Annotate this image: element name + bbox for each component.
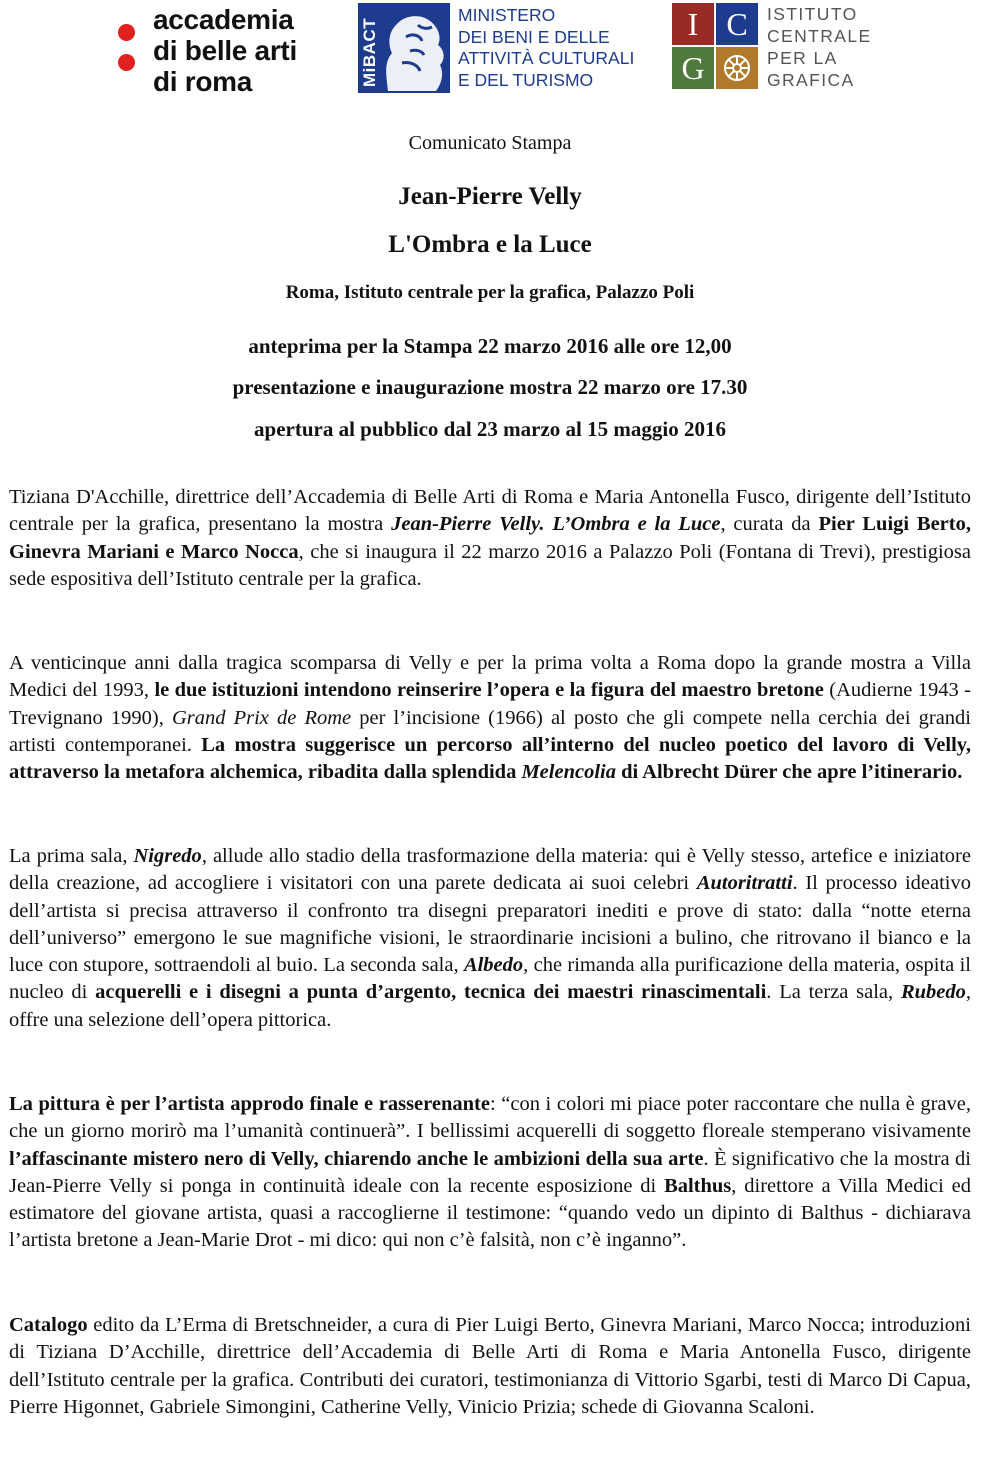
text-run: Nigredo — [133, 845, 202, 867]
text-run: edito da L’Erma di Bretschneider, a cura di Pier Luigi Berto, Ginevra Mariani, Marco Nocca; introduzioni di Tiziana D’Acchille, direttrice dell’Accademia di Belle Arti di Roma e Maria Antonella Fusco, dirigente dell’Istituto centrale per la grafica. Contributi dei curatori, testimonianza di Vittorio Sgarbi, testi di Marco Di Capua, Pierre Higonnet, Gabriele Simongini, Catherine Velly, Vinicio Prizia; schede di Giovanna Scaloni. — [9, 1314, 971, 1418]
text-run: di Albrecht Dürer che apre l’itinerario. — [615, 761, 963, 784]
accademia-logo-line: di belle arti — [153, 35, 297, 66]
text-run: l’affascinante mistero nero di Velly, chiarendo anche le ambizioni della sua arte — [9, 1147, 704, 1170]
paragraph-context — [9, 650, 971, 786]
icg-rosette-icon — [716, 47, 758, 89]
exhibition-title: L'Ombra e la Luce — [388, 231, 592, 258]
text-run: , direttore a Villa Medici ed estimatore del giovane artista, quasi a raccoglierne il testimone: “quando vedo un dipinto di Balthus - dichiarava l’artista bretone a Jean-Marie Drot - mi dico: qui non c’è falsità, non c’è inganno”. — [9, 1174, 971, 1252]
icg-letter-g: G — [672, 47, 714, 89]
venue: Roma, Istituto centrale per la grafica, Palazzo Poli — [285, 282, 695, 303]
text-run: , curata da — [720, 513, 819, 536]
ministero-mark: MiBACT — [360, 17, 379, 87]
istituto-logo-line: ISTITUTO — [767, 4, 858, 24]
ministero-logo-line: MINISTERO — [458, 5, 556, 25]
icg-letter-c: C — [716, 3, 758, 45]
ministero-logo-line: E DEL TURISMO — [458, 69, 594, 90]
accademia-logo-line: accademia — [153, 4, 294, 35]
paragraph-catalog — [9, 1312, 971, 1421]
text-run: La pittura è per l’artista approdo finale e rasserenante — [9, 1093, 490, 1115]
text-run: Pier Luigi Berto, Ginevra Mariani e Marco Nocca — [9, 513, 971, 563]
text-run: per l’incisione (1966) al posto che gli compete nella cerchia dei grandi artisti contemporanei. — [9, 706, 971, 756]
text-run: Autoritratti — [696, 872, 793, 895]
text-run: acquerelli e i disegni a punta d’argento, tecnica dei maestri rinascimentali — [95, 981, 767, 1004]
text-run: Rubedo — [900, 981, 966, 1004]
text-run: Grand Prix de Rome — [171, 706, 352, 729]
text-run: . La terza sala, — [766, 981, 901, 1004]
text-run: Melencolia — [521, 761, 616, 784]
istituto-logo-line: CENTRALE — [767, 26, 872, 46]
text-run: La prima sala, — [9, 845, 134, 867]
date-line: apertura al pubblico dal 23 marzo al 15 maggio 2016 — [254, 417, 726, 441]
text-run: Balthus — [664, 1174, 732, 1197]
date-line: presentazione e inaugurazione mostra 22 marzo ore 17.30 — [232, 375, 748, 399]
text-run: : “con i colori mi piace poter raccontare che nulla è grave, che un giorno morirò ma l’umanità continuerà”. I bellissimi acquerelli di soggetto floreale stemperano visivamente — [9, 1093, 971, 1143]
text-run: Jean-Pierre Velly. L’Ombra e la Luce — [391, 513, 721, 536]
document-type: Comunicato Stampa — [408, 132, 572, 154]
text-run: (Audierne 1943 - Trevignano 1990), — [9, 679, 971, 729]
paragraph-painting — [9, 1091, 971, 1255]
text-run: Catalogo — [9, 1314, 88, 1336]
text-run: le due istituzioni intendono reinserire l’opera e la figura del maestro bretone — [154, 679, 824, 702]
date-line: anteprima per la Stampa 22 marzo 2016 alle ore 12,00 — [248, 334, 732, 358]
text-run: A venticinque anni dalla tragica scomparsa di Velly e per la prima volta a Roma dopo la grande mostra a Villa Medici del 1993, — [9, 652, 971, 702]
text-run: Tiziana D'Acchille, direttrice dell’Accademia di Belle Arti di Roma e Maria Antonella Fusco, dirigente dell’Istituto centrale per la grafica, presentano la mostra — [9, 486, 971, 536]
ministero-logo-line: DEI BENI E DELLE — [458, 26, 610, 47]
text-run: Albedo — [463, 954, 524, 977]
paragraph-rooms — [9, 843, 971, 1034]
ministero-emblem-icon — [358, 3, 450, 93]
logo-bar — [0, 0, 1000, 110]
paragraph-intro — [9, 484, 971, 593]
text-run: La mostra suggerisce un percorso all’interno del nucleo poetico del lavoro di Velly, attraverso la metafora alchemica, ribadita dalla splendida — [9, 733, 972, 784]
icg-letter-i: I — [672, 3, 714, 45]
istituto-logo-line: PER LA — [767, 48, 838, 68]
ministero-logo-line: ATTIVITÀ CULTURALI — [458, 48, 635, 68]
accademia-dots-icon — [118, 24, 140, 84]
text-run: . È significativo che la mostra di Jean-Pierre Velly si ponga in continuità ideale con la recente esposizione di — [9, 1147, 972, 1197]
text-run: , allude allo stadio della trasformazione della materia: qui è Velly stesso, artefice e iniziatore della creazione, ad accogliere i visitatori con una parete dedicata ai suoi celebri — [9, 845, 971, 895]
istituto-logo-line: GRAFICA — [767, 70, 855, 90]
text-run: , offre una selezione dell’opera pittorica. — [9, 981, 971, 1031]
accademia-logo-line: di roma — [153, 66, 253, 97]
artist-name: Jean-Pierre Velly — [398, 183, 582, 210]
text-run: . Il processo ideativo dell’artista si precisa attraverso il confronto tra disegni preparatori inediti e prove di stato: dalla “notte eterna dell’universo” emergono le sue magnifiche visioni, le straordinarie incisioni a bulino, che ritrovano il bianco e la luce con stupore, sottraendoli al buio. La seconda sala, — [9, 872, 971, 977]
text-run: , che rimanda alla purificazione della materia, ospita il nucleo di — [9, 954, 971, 1004]
text-run: , che si inaugura il 22 marzo 2016 a Palazzo Poli (Fontana di Trevi), prestigiosa sede espositiva dell’Istituto centrale per la grafica. — [9, 540, 971, 590]
